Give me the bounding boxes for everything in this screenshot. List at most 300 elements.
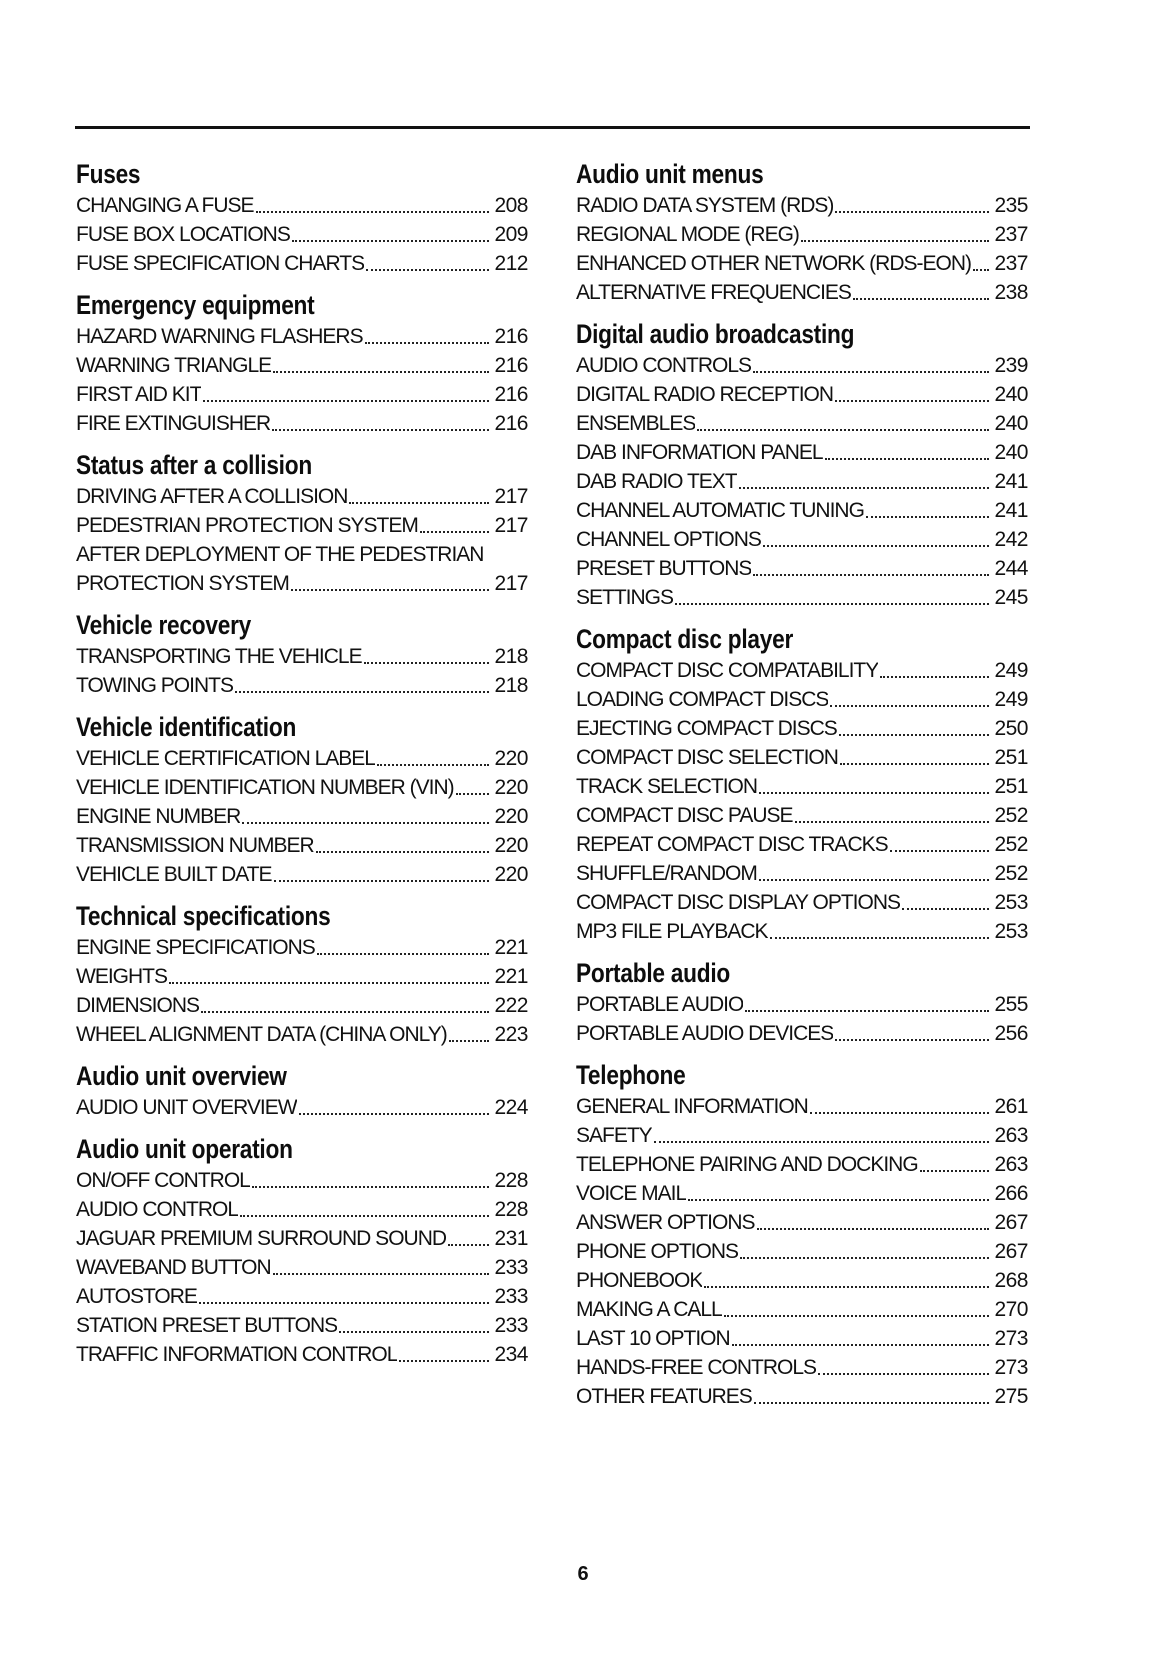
toc-entry-page-number: 250 <box>994 717 1028 740</box>
dot-leader <box>724 1315 990 1317</box>
toc-entry-title: JAGUAR PREMIUM SURROUND SOUND <box>76 1227 447 1250</box>
toc-entry-page-number: 266 <box>994 1182 1028 1205</box>
section-entry-list <box>76 1166 528 1369</box>
toc-entry-page-number: 216 <box>494 325 528 348</box>
toc-entry[interactable] <box>576 859 1028 888</box>
dot-leader <box>801 240 990 242</box>
toc-entry[interactable] <box>76 1311 528 1340</box>
toc-entry-page-number: 224 <box>494 1096 528 1119</box>
section-heading: Vehicle identification <box>76 712 297 742</box>
toc-entry[interactable] <box>76 1340 528 1369</box>
toc-entry-page-number: 261 <box>994 1095 1028 1118</box>
dot-leader <box>739 487 990 489</box>
toc-entry-page-number: 240 <box>994 383 1028 406</box>
dot-leader <box>256 211 490 213</box>
toc-entry-title: SAFETY <box>576 1124 652 1147</box>
dot-leader <box>810 1112 990 1114</box>
toc-entry-page-number: 208 <box>494 194 528 217</box>
toc-entry[interactable] <box>576 830 1028 859</box>
toc-entry[interactable] <box>576 220 1028 249</box>
toc-entry-page-number: 241 <box>994 499 1028 522</box>
toc-entry[interactable] <box>76 831 528 860</box>
dot-leader <box>973 269 989 271</box>
dot-leader <box>753 371 989 373</box>
dot-leader <box>770 937 990 939</box>
toc-entry-title: LOADING COMPACT DISCS <box>576 688 829 711</box>
toc-entry-page-number: 245 <box>994 586 1028 609</box>
toc-entry[interactable] <box>576 554 1028 583</box>
toc-entry-title: DAB INFORMATION PANEL <box>576 441 823 464</box>
toc-entry-page-number: 218 <box>494 645 528 668</box>
toc-entry[interactable] <box>576 990 1028 1019</box>
section-heading: Audio unit menus <box>576 159 764 189</box>
toc-entry[interactable] <box>576 772 1028 801</box>
section-entry-list <box>76 1093 528 1122</box>
toc-entry-title: DIMENSIONS <box>76 994 200 1017</box>
dot-leader <box>201 1011 489 1013</box>
toc-entry-page-number: 253 <box>994 891 1028 914</box>
toc-entry[interactable] <box>576 1266 1028 1295</box>
toc-entry-title: MP3 FILE PLAYBACK <box>576 920 768 943</box>
toc-entry[interactable] <box>76 1195 528 1224</box>
toc-entry[interactable] <box>76 642 528 671</box>
toc-entry[interactable] <box>76 191 528 220</box>
dot-leader <box>753 574 989 576</box>
toc-entry-title: CHANNEL OPTIONS <box>576 528 761 551</box>
toc-entry[interactable] <box>76 1224 528 1253</box>
toc-entry-title: FIRST AID KIT <box>76 383 202 406</box>
dot-leader <box>317 953 490 955</box>
toc-entry-title: WEIGHTS <box>76 965 167 988</box>
toc-entry-page-number: 237 <box>994 223 1028 246</box>
section-heading: Compact disc player <box>576 624 794 654</box>
toc-entry[interactable] <box>576 409 1028 438</box>
toc-entry-page-number: 233 <box>494 1285 528 1308</box>
dot-leader <box>757 1228 990 1230</box>
toc-entry-title: WARNING TRIANGLE <box>76 354 272 377</box>
dot-leader <box>763 545 990 547</box>
toc-entry-title: AUDIO CONTROL <box>76 1198 239 1221</box>
toc-entry-title: AUTOSTORE <box>76 1285 197 1308</box>
section-entry-list <box>76 933 528 1049</box>
toc-entry[interactable] <box>76 351 528 380</box>
toc-entry-page-number: 273 <box>994 1327 1028 1350</box>
toc-entry[interactable] <box>576 1092 1028 1121</box>
toc-entry-page-number: 217 <box>494 485 528 508</box>
dot-leader <box>795 821 990 823</box>
section-heading: Audio unit overview <box>76 1061 287 1091</box>
toc-entry-page-number: 251 <box>994 775 1028 798</box>
toc-entry-title: TRACK SELECTION <box>576 775 758 798</box>
dot-leader <box>704 1286 989 1288</box>
toc-entry-title: FUSE SPECIFICATION CHARTS <box>76 252 365 275</box>
toc-section-compact-disc-player <box>576 623 1028 946</box>
toc-section-audio-unit-menus <box>576 158 1028 307</box>
section-heading: Technical specifications <box>76 901 331 931</box>
toc-entry-page-number: 209 <box>494 223 528 246</box>
dot-leader <box>745 1010 989 1012</box>
toc-entry-title: VEHICLE BUILT DATE <box>76 863 272 886</box>
toc-entry-page-number: 216 <box>494 412 528 435</box>
toc-entry-page-number: 231 <box>494 1227 528 1250</box>
toc-entry-page-number: 220 <box>494 805 528 828</box>
dot-leader <box>199 1302 490 1304</box>
toc-entry-title: AUDIO UNIT OVERVIEW <box>76 1096 297 1119</box>
dot-leader <box>866 516 990 518</box>
toc-entry[interactable] <box>576 1150 1028 1179</box>
toc-section-fuses <box>76 158 528 278</box>
toc-entry-title: COMPACT DISC COMPATABILITY <box>576 659 879 682</box>
toc-entry[interactable] <box>76 933 528 962</box>
section-entry-list <box>76 642 528 700</box>
toc-entry-page-number: 220 <box>494 863 528 886</box>
dot-leader <box>273 371 489 373</box>
dot-leader <box>825 458 990 460</box>
dot-leader <box>169 982 489 984</box>
toc-entry-page-number: 273 <box>994 1356 1028 1379</box>
dot-leader <box>840 763 990 765</box>
toc-entry-title: HAZARD WARNING FLASHERS <box>76 325 363 348</box>
toc-entry[interactable] <box>76 1020 528 1049</box>
toc-entry-title: AFTER DEPLOYMENT OF THE PEDESTRIAN <box>76 543 484 566</box>
toc-entry-title: SHUFFLE/RANDOM <box>576 862 757 885</box>
dot-leader <box>235 691 490 693</box>
toc-entry[interactable] <box>76 1282 528 1311</box>
dot-leader <box>299 1113 490 1115</box>
toc-entry[interactable] <box>576 1179 1028 1208</box>
section-entry-list <box>576 191 1028 307</box>
dot-leader <box>830 705 989 707</box>
toc-entry-page-number: 263 <box>994 1153 1028 1176</box>
dot-leader <box>377 764 489 766</box>
dot-leader <box>880 676 989 678</box>
toc-entry-page-number: 249 <box>994 688 1028 711</box>
toc-entry-page-number: 253 <box>994 920 1028 943</box>
toc-entry-title: ENHANCED OTHER NETWORK (RDS-EON) <box>576 252 972 275</box>
toc-entry-page-number: 267 <box>994 1240 1028 1263</box>
toc-entry[interactable] <box>576 685 1028 714</box>
toc-entry-page-number: 263 <box>994 1124 1028 1147</box>
toc-entry[interactable] <box>576 1237 1028 1266</box>
toc-entry-title: TOWING POINTS <box>76 674 233 697</box>
toc-entry-title: CHANNEL AUTOMATIC TUNING <box>576 499 864 522</box>
dot-leader <box>920 1170 990 1172</box>
section-entry-list <box>576 351 1028 612</box>
dot-leader <box>240 1215 489 1217</box>
dot-leader <box>835 1039 989 1041</box>
dot-leader <box>365 342 490 344</box>
toc-entry-title: ON/OFF CONTROL <box>76 1169 250 1192</box>
dot-leader <box>273 1273 490 1275</box>
toc-entry-page-number: 220 <box>494 747 528 770</box>
toc-entry[interactable] <box>76 569 528 598</box>
toc-entry-page-number: 212 <box>494 252 528 275</box>
section-entry-list <box>576 990 1028 1048</box>
toc-section-portable-audio <box>576 957 1028 1048</box>
toc-entry-page-number: 220 <box>494 776 528 799</box>
toc-entry[interactable] <box>576 380 1028 409</box>
dot-leader <box>818 1373 989 1375</box>
dot-leader <box>242 822 489 824</box>
toc-entry-page-number: 235 <box>994 194 1028 217</box>
toc-entry-page-number: 216 <box>494 354 528 377</box>
toc-entry[interactable] <box>576 583 1028 612</box>
toc-entry-page-number: 252 <box>994 804 1028 827</box>
section-heading: Portable audio <box>576 958 730 988</box>
section-heading: Fuses <box>76 159 141 189</box>
toc-entry-title: VEHICLE CERTIFICATION LABEL <box>76 747 375 770</box>
toc-entry-page-number: 228 <box>494 1169 528 1192</box>
dot-leader <box>316 851 490 853</box>
section-heading: Status after a collision <box>76 450 312 480</box>
toc-entry[interactable] <box>576 714 1028 743</box>
toc-entry-page-number: 216 <box>494 383 528 406</box>
dot-leader <box>759 879 990 881</box>
toc-entry-title: DIGITAL RADIO RECEPTION <box>576 383 834 406</box>
dot-leader <box>339 1331 489 1333</box>
toc-entry[interactable] <box>76 860 528 889</box>
toc-entry-page-number: 242 <box>994 528 1028 551</box>
toc-entry-title: COMPACT DISC DISPLAY OPTIONS <box>576 891 901 914</box>
toc-entry[interactable] <box>576 1121 1028 1150</box>
toc-entry-title: ENGINE SPECIFICATIONS <box>76 936 315 959</box>
toc-entry-title: REPEAT COMPACT DISC TRACKS <box>576 833 888 856</box>
toc-entry[interactable] <box>76 409 528 438</box>
dot-leader <box>890 850 990 852</box>
toc-entry-page-number: 249 <box>994 659 1028 682</box>
page-number: 6 <box>577 1563 589 1585</box>
toc-entry-title: WAVEBAND BUTTON <box>76 1256 271 1279</box>
toc-entry-title: ANSWER OPTIONS <box>576 1211 755 1234</box>
toc-entry-title: COMPACT DISC PAUSE <box>576 804 793 827</box>
section-heading: Emergency equipment <box>76 290 315 320</box>
dot-leader <box>448 1244 489 1246</box>
toc-entry[interactable] <box>76 511 528 540</box>
toc-entry-title: GENERAL INFORMATION <box>576 1095 808 1118</box>
toc-entry-title: ALTERNATIVE FREQUENCIES <box>576 281 851 304</box>
toc-entry[interactable] <box>576 438 1028 467</box>
section-entry-list <box>76 191 528 278</box>
toc-entry[interactable] <box>576 351 1028 380</box>
toc-entry-title: FIRE EXTINGUISHER <box>76 412 271 435</box>
section-entry-list <box>576 656 1028 946</box>
toc-entry-page-number: 217 <box>494 572 528 595</box>
toc-entry-title: PHONEBOOK <box>576 1269 703 1292</box>
dot-leader <box>364 662 490 664</box>
toc-entry-title: VOICE MAIL <box>576 1182 687 1205</box>
toc-entry-page-number: 221 <box>494 965 528 988</box>
toc-entry[interactable] <box>76 1253 528 1282</box>
toc-section-digital-audio-broadcasting <box>576 318 1028 612</box>
toc-entry[interactable] <box>76 380 528 409</box>
toc-entry-title: PRESET BUTTONS <box>576 557 752 580</box>
toc-entry[interactable] <box>76 802 528 831</box>
toc-entry-title: TRANSMISSION NUMBER <box>76 834 314 857</box>
toc-entry[interactable] <box>576 191 1028 220</box>
dot-leader <box>853 298 990 300</box>
toc-entry-title: ENGINE NUMBER <box>76 805 241 828</box>
toc-entry-title: WHEEL ALIGNMENT DATA (CHINA ONLY) <box>76 1023 447 1046</box>
toc-entry[interactable] <box>576 1019 1028 1048</box>
section-heading: Audio unit operation <box>76 1134 293 1164</box>
toc-entry[interactable] <box>576 525 1028 554</box>
dot-leader <box>697 429 989 431</box>
toc-entry[interactable] <box>76 1093 528 1122</box>
section-entry-list <box>576 1092 1028 1411</box>
dot-leader <box>456 793 490 795</box>
dot-leader <box>754 1402 990 1404</box>
dot-leader <box>399 1360 489 1362</box>
toc-entry[interactable] <box>76 540 528 569</box>
toc-entry[interactable] <box>576 888 1028 917</box>
toc-entry[interactable] <box>576 1382 1028 1411</box>
section-heading: Digital audio broadcasting <box>576 319 855 349</box>
toc-entry-page-number: 255 <box>994 993 1028 1016</box>
toc-entry[interactable] <box>76 962 528 991</box>
toc-entry[interactable] <box>76 322 528 351</box>
toc-entry-title: TRANSPORTING THE VEHICLE <box>76 645 362 668</box>
dot-leader <box>835 400 989 402</box>
dot-leader <box>449 1040 490 1042</box>
toc-entry-page-number: 240 <box>994 412 1028 435</box>
section-entry-list <box>76 322 528 438</box>
dot-leader <box>366 269 489 271</box>
dot-leader <box>274 880 490 882</box>
toc-entry-title: ENSEMBLES <box>576 412 696 435</box>
dot-leader <box>272 429 489 431</box>
toc-section-vehicle-identification <box>76 711 528 889</box>
toc-entry-page-number: 267 <box>994 1211 1028 1234</box>
toc-entry-page-number: 218 <box>494 674 528 697</box>
toc-entry-title: FUSE BOX LOCATIONS <box>76 223 290 246</box>
dot-leader <box>759 792 989 794</box>
toc-entry-title: HANDS-FREE CONTROLS <box>576 1356 817 1379</box>
toc-entry-page-number: 222 <box>494 994 528 1017</box>
toc-entry[interactable] <box>76 220 528 249</box>
section-entry-list <box>76 744 528 889</box>
toc-entry[interactable] <box>76 773 528 802</box>
toc-entry-page-number: 223 <box>494 1023 528 1046</box>
dot-leader <box>654 1141 990 1143</box>
toc-entry-title: PEDESTRIAN PROTECTION SYSTEM <box>76 514 418 537</box>
toc-entry-title: REGIONAL MODE (REG) <box>576 223 799 246</box>
toc-entry-title: CHANGING A FUSE <box>76 194 254 217</box>
toc-entry-title: COMPACT DISC SELECTION <box>576 746 838 769</box>
toc-section-telephone <box>576 1059 1028 1411</box>
toc-entry-title: DRIVING AFTER A COLLISION <box>76 485 348 508</box>
toc-entry[interactable] <box>76 671 528 700</box>
toc-entry-title: PORTABLE AUDIO DEVICES <box>576 1022 834 1045</box>
toc-section-audio-unit-overview <box>76 1060 528 1122</box>
dot-leader <box>835 211 989 213</box>
toc-entry-page-number: 221 <box>494 936 528 959</box>
toc-entry-page-number: 244 <box>994 557 1028 580</box>
toc-entry[interactable] <box>76 249 528 278</box>
dot-leader <box>203 400 489 402</box>
dot-leader <box>902 908 989 910</box>
toc-entry-page-number: 238 <box>994 281 1028 304</box>
toc-entry-title: OTHER FEATURES <box>576 1385 752 1408</box>
toc-entry-page-number: 251 <box>994 746 1028 769</box>
toc-entry-title: AUDIO CONTROLS <box>576 354 752 377</box>
toc-entry-title: DAB RADIO TEXT <box>576 470 737 493</box>
toc-entry-title: PHONE OPTIONS <box>576 1240 739 1263</box>
dot-leader <box>291 589 490 591</box>
dot-leader <box>675 603 989 605</box>
toc-entry-title: PROTECTION SYSTEM <box>76 572 289 595</box>
toc-entry[interactable] <box>576 278 1028 307</box>
toc-entry-page-number: 240 <box>994 441 1028 464</box>
toc-entry-title: SETTINGS <box>576 586 674 609</box>
section-heading: Telephone <box>576 1060 686 1090</box>
dot-leader <box>420 531 490 533</box>
dot-leader <box>732 1344 990 1346</box>
toc-entry[interactable] <box>576 743 1028 772</box>
toc-entry-page-number: 270 <box>994 1298 1028 1321</box>
toc-entry[interactable] <box>576 1353 1028 1382</box>
toc-entry[interactable] <box>576 1324 1028 1353</box>
dot-leader <box>292 240 490 242</box>
toc-entry[interactable] <box>576 467 1028 496</box>
toc-entry[interactable] <box>76 744 528 773</box>
toc-entry[interactable] <box>576 1208 1028 1237</box>
toc-entry[interactable] <box>76 991 528 1020</box>
toc-entry-page-number: 275 <box>994 1385 1028 1408</box>
toc-entry[interactable] <box>576 801 1028 830</box>
toc-entry[interactable] <box>576 1295 1028 1324</box>
top-divider-rule <box>75 126 1030 129</box>
section-entry-list <box>76 482 528 598</box>
toc-entry-page-number: 241 <box>994 470 1028 493</box>
toc-entry-page-number: 234 <box>494 1343 528 1366</box>
toc-entry-page-number: 228 <box>494 1198 528 1221</box>
toc-entry[interactable] <box>76 482 528 511</box>
toc-entry[interactable] <box>576 496 1028 525</box>
dot-leader <box>252 1186 490 1188</box>
toc-entry-title: STATION PRESET BUTTONS <box>76 1314 338 1337</box>
toc-entry-title: TELEPHONE PAIRING AND DOCKING <box>576 1153 918 1176</box>
toc-entry-title: PORTABLE AUDIO <box>576 993 744 1016</box>
toc-entry-page-number: 237 <box>994 252 1028 275</box>
toc-entry-page-number: 268 <box>994 1269 1028 1292</box>
toc-entry-page-number: 233 <box>494 1256 528 1279</box>
toc-entry-title: LAST 10 OPTION <box>576 1327 730 1350</box>
toc-entry-page-number: 252 <box>994 833 1028 856</box>
toc-entry-page-number: 256 <box>994 1022 1028 1045</box>
toc-section-technical-specifications <box>76 900 528 1049</box>
dot-leader <box>740 1257 989 1259</box>
toc-entry-title: TRAFFIC INFORMATION CONTROL <box>76 1343 398 1366</box>
toc-entry[interactable] <box>576 249 1028 278</box>
toc-entry-page-number: 239 <box>994 354 1028 377</box>
toc-section-audio-unit-operation <box>76 1133 528 1369</box>
toc-entry-title: VEHICLE IDENTIFICATION NUMBER (VIN) <box>76 776 454 799</box>
toc-right-column <box>576 158 1028 1411</box>
toc-entry-page-number: 220 <box>494 834 528 857</box>
toc-entry[interactable] <box>76 1166 528 1195</box>
toc-section-vehicle-recovery <box>76 609 528 700</box>
dot-leader <box>839 734 990 736</box>
toc-section-emergency-equipment <box>76 289 528 438</box>
toc-entry-page-number: 233 <box>494 1314 528 1337</box>
dot-leader <box>349 502 489 504</box>
toc-entry-title: MAKING A CALL <box>576 1298 722 1321</box>
toc-entry[interactable] <box>576 656 1028 685</box>
toc-entry-page-number: 217 <box>494 514 528 537</box>
toc-entry-page-number: 252 <box>994 862 1028 885</box>
toc-entry[interactable] <box>576 917 1028 946</box>
toc-left-column <box>76 158 528 1369</box>
